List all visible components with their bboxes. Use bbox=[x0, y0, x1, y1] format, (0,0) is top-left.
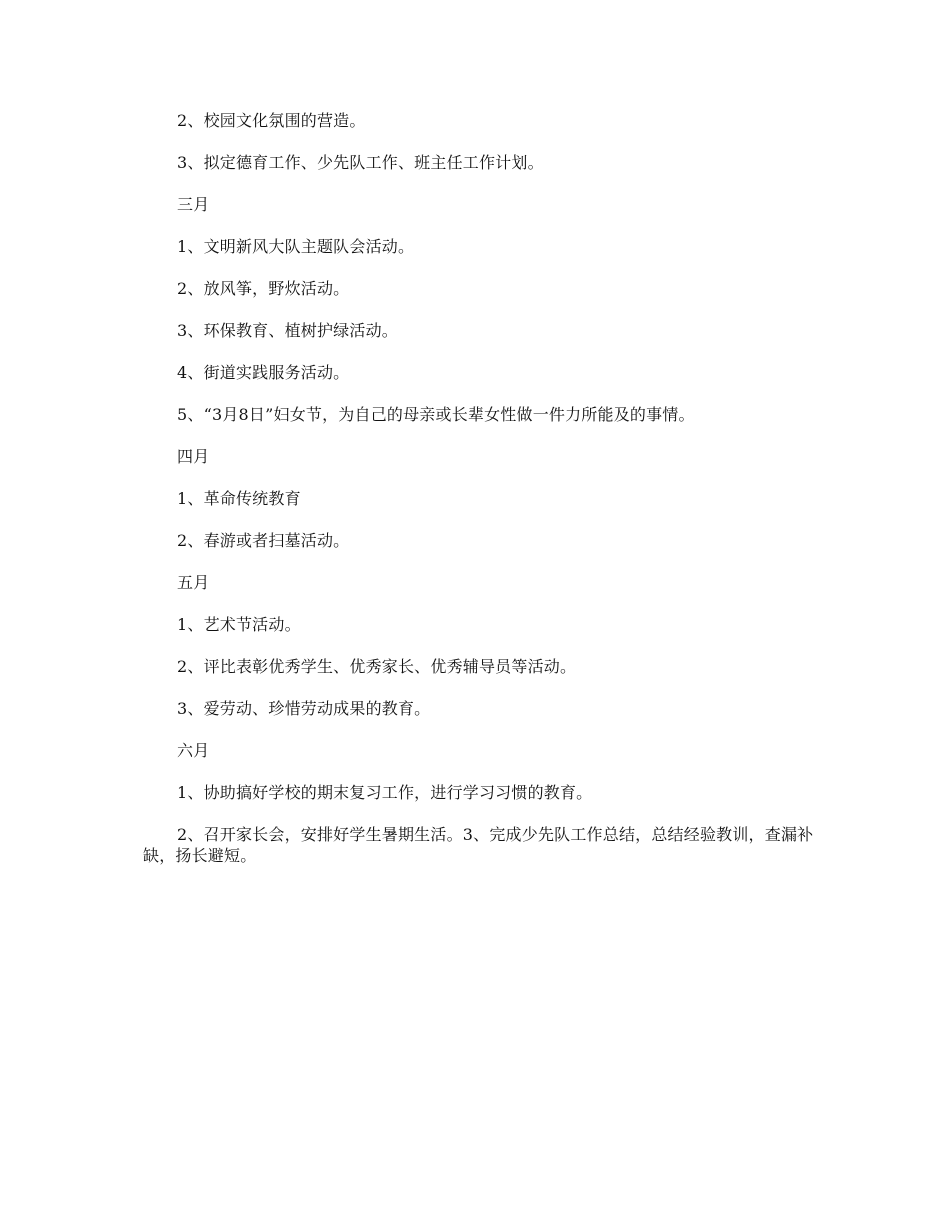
list-item: 4、街道实践服务活动。 bbox=[177, 363, 350, 382]
month-heading: 四月 bbox=[177, 447, 210, 466]
list-item: 1、协助搞好学校的期末复习工作，进行学习习惯的教育。 bbox=[177, 783, 593, 802]
list-item: 2、放风筝，野炊活动。 bbox=[177, 279, 350, 298]
list-item: 2、评比表彰优秀学生、优秀家长、优秀辅导员等活动。 bbox=[177, 657, 577, 676]
list-item: 3、爱劳动、珍惜劳动成果的教育。 bbox=[177, 699, 431, 718]
month-heading: 六月 bbox=[177, 741, 210, 760]
list-item: 1、革命传统教育 bbox=[177, 489, 301, 508]
document-body bbox=[143, 110, 823, 866]
list-item: 1、文明新风大队主题队会活动。 bbox=[177, 237, 415, 256]
list-item: 2、春游或者扫墓活动。 bbox=[177, 531, 350, 550]
month-heading: 五月 bbox=[177, 573, 210, 592]
list-item: 2、召开家长会，安排好学生暑期生活。3、完成少先队工作总结，总结经验教训，查漏补缺，扬长避短。 bbox=[143, 825, 814, 865]
list-item: 2、校园文化氛围的营造。 bbox=[177, 111, 366, 130]
list-item: 3、环保教育、植树护绿活动。 bbox=[177, 321, 398, 340]
list-item: 1、艺术节活动。 bbox=[177, 615, 301, 634]
list-item: 3、拟定德育工作、少先队工作、班主任工作计划。 bbox=[177, 153, 544, 172]
list-item: 5、“3月8日”妇女节，为自己的母亲或长辈女性做一件力所能及的事情。 bbox=[177, 405, 695, 424]
month-heading: 三月 bbox=[177, 195, 210, 214]
